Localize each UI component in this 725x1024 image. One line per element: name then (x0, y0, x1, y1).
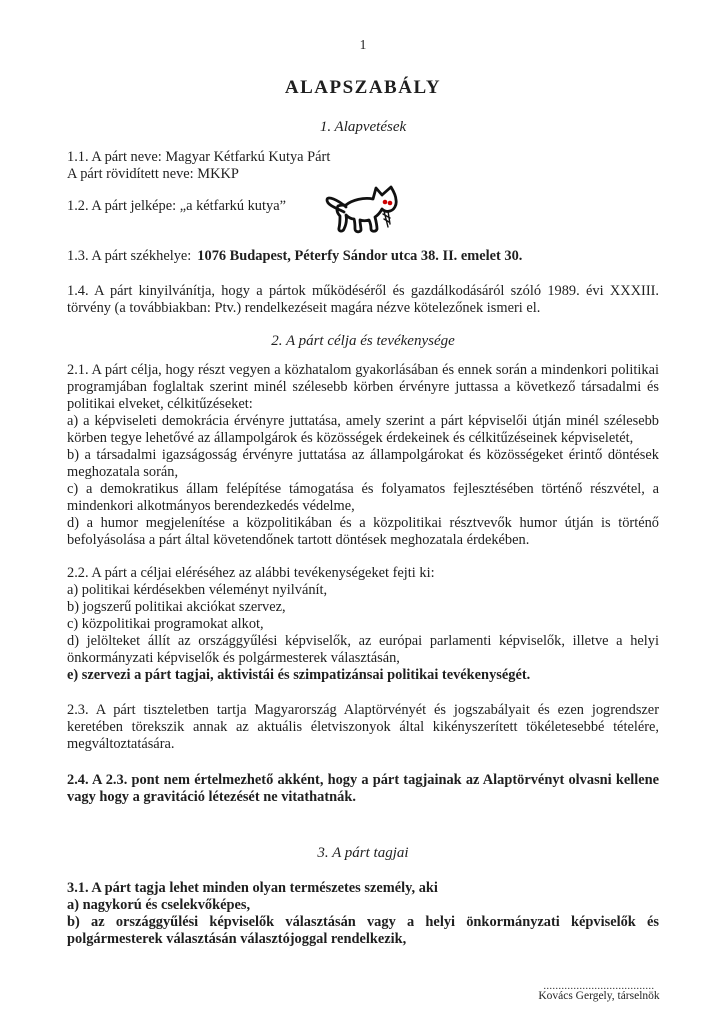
paragraph-2-3: 2.3. A párt tiszteletben tartja Magyarország Alaptörvényét és jogszabályait és ezen jogrendszer keretében törekszik annak az aktuális életviszonyok által kikényszerített tökéletesebbé tételére, megváltoztatására. (67, 702, 659, 752)
list-item: a) nagykorú és cselekvőképes, (67, 897, 251, 913)
signature-dotted-line: ..................................... (543, 981, 655, 992)
paragraph-1-1 (67, 149, 659, 183)
list-item: c) a demokratikus állam felépítése támogatása és folyamatos fejlesztésében történő részvétel, a mindenkori alkotmányos berendezkedés védelme, (67, 481, 659, 514)
dog-chin-tuft-path (383, 211, 390, 227)
section-3-heading: 3. A párt tagjai (317, 845, 409, 861)
section-1-heading: 1. Alapvetések (319, 119, 407, 135)
paragraph-2-4: 2.4. A 2.3. pont nem értelmezhető akként, hogy a párt tagjainak az Alaptörvényt olvasni kellene vagy hogy a gravitáció létezését ne vitathatnák. (67, 772, 659, 805)
paragraph-3-1-intro: 3.1. A párt tagja lehet minden olyan természetes személy, aki (67, 880, 438, 896)
paragraph-2-1-intro: 2.1. A párt célja, hogy részt vegyen a közhatalom gyakorlásában és ennek során a mindenkori politikai programjában foglaltak szerint minél szélesebb körben érvényre juttassa a következő társadalmi és politikai elveket, célkitűzéseket: (67, 362, 659, 412)
paragraph-3-1 (67, 880, 659, 948)
paragraph-1-4: 1.4. A párt kinyilvánítja, hogy a pártok működéséről és gazdálkodásáról szóló 1989. évi XXXIII. törvény (a továbbiakban: Ptv.) rendelkezéseit magára nézve kötelezőnek ismeri el. (67, 283, 659, 316)
signature-name: Kovács Gergely, társelnök (538, 990, 660, 1002)
dog-eye-right (388, 201, 393, 206)
document-title: ALAPSZABÁLY (284, 77, 442, 98)
party-name-line: 1.1. A párt neve: Magyar Kétfarkú Kutya Párt (67, 149, 331, 165)
list-item: b) az országgyűlési képviselők választásán vagy a helyi önkormányzati képviselők és polgármesterek választásán választójoggal rendelkezik, (67, 914, 659, 947)
party-short-name-line: A párt rövidített neve: MKKP (67, 166, 239, 182)
paragraph-2-1 (67, 362, 659, 549)
seat-label: 1.3. A párt székhelye: (67, 248, 192, 264)
list-item: b) a társadalmi igazságosság érvényre juttatása az állampolgárokat és közösségeket érintő döntések meghozatala során, (67, 447, 659, 480)
list-item-bold: e) szervezi a párt tagjai, aktivistái és szimpatizánsai politikai tevékenységét. (67, 667, 531, 683)
party-symbol-line: 1.2. A párt jelképe: „a kétfarkú kutya” (67, 198, 286, 214)
page-number: 1 (359, 37, 367, 52)
paragraph-1-2 (67, 198, 659, 215)
list-item: d) jelölteket állít az országgyűlési képviselők, az európai parlamenti képviselők, illetve a helyi önkormányzati képviselők és polgármesterek választásán, (67, 633, 659, 666)
two-tailed-dog-logo (320, 184, 406, 242)
list-item: a) a képviseleti demokrácia érvényre juttatása, amely szerint a párt képviselői útján minél szélesebb körben tegye lehetővé az állampolgárok és közösségek érdekeinek és célkitűzéseinek képviseletét, (67, 413, 659, 446)
dog-eye-left (383, 200, 388, 205)
paragraph-2-2-intro: 2.2. A párt a céljai eléréséhez az alábbi tevékenységeket fejti ki: (67, 565, 435, 581)
section-2-heading: 2. A párt célja és tevékenysége (271, 333, 455, 349)
seat-address: 1076 Budapest, Péterfy Sándor utca 38. II. emelet 30. (197, 248, 523, 264)
list-item: c) közpolitikai programokat alkot, (67, 616, 264, 632)
paragraph-1-3 (67, 248, 659, 265)
list-item: d) a humor megjelenítése a közpolitikában és a közpolitikai résztvevők humor útján is történő befolyásolása a párt által követendőnek tartott döntések meghozatala érdekében. (67, 515, 659, 548)
list-item: a) politikai kérdésekben véleményt nyilvánít, (67, 582, 328, 598)
paragraph-2-2 (67, 565, 659, 684)
signature-block (538, 982, 660, 1002)
list-item: b) jogszerű politikai akciókat szervez, (67, 599, 286, 615)
